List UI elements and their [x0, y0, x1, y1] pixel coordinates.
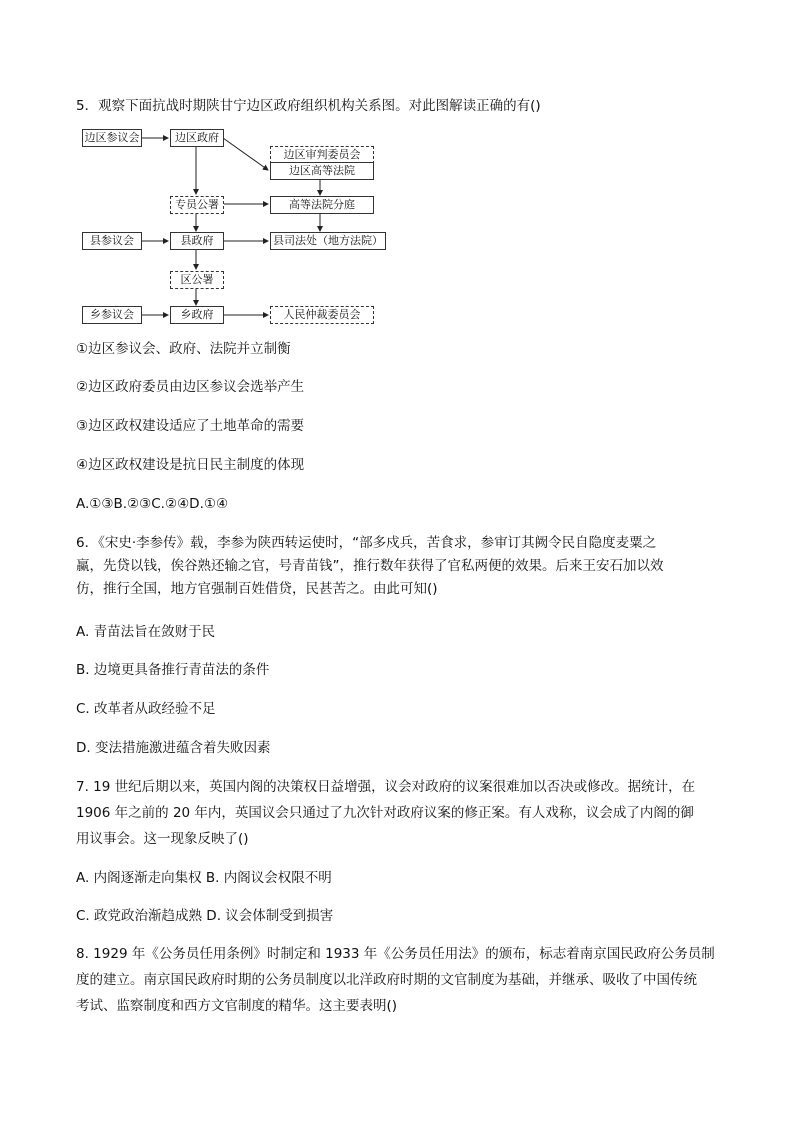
- q7-stem-line-3: 用议事会。这一现象反映了(): [76, 831, 249, 847]
- q5-item-4: ④边区政权建设是抗日民主制度的体现: [76, 457, 305, 473]
- box-township-council: 乡参议会: [82, 306, 142, 324]
- box-county-council: 县参议会: [82, 232, 142, 250]
- box-county-gov: 县政府: [170, 232, 224, 250]
- q5-item-3: ③边区政权建设适应了土地革命的需要: [76, 418, 305, 434]
- q6-option-c: C. 改革者从政经验不足: [76, 701, 216, 717]
- q5-item-2: ②边区政府委员由边区参议会选举产生: [76, 379, 305, 395]
- org-structure-diagram: [78, 126, 398, 332]
- box-border-council: 边区参议会: [82, 129, 142, 147]
- q6-stem-line-3: 仿，推行全国，地方官强制百姓借贷，民甚苦之。由此可知(): [76, 581, 438, 597]
- q8-stem-line-2: 度的建立。南京国民政府时期的公务员制度以北洋政府时期的文官制度为基础，并继承、吸收了中国传统: [76, 972, 697, 988]
- q5-item-1: ①边区参议会、政府、法院并立制衡: [76, 341, 291, 357]
- box-township-gov: 乡政府: [170, 306, 224, 324]
- box-border-gov: 边区政府: [170, 129, 224, 147]
- q7-stem-line-2: 1906 年之前的 20 年内，英国议会只通过了九次针对政府议案的修正案。有人戏称，议会成了内阁的御: [76, 805, 694, 821]
- q8-stem-line-1: 8. 1929 年《公务员任用条例》时制定和 1933 年《公务员任用法》的颁布，标志着南京国民政府公务员制: [76, 946, 715, 962]
- box-high-court-branch: 高等法院分庭: [270, 196, 374, 214]
- q7-stem-line-1: 7. 19 世纪后期以来，英国内阁的决策权日益增强，议会对政府的议案很难加以否决或修改。据统计，在: [76, 779, 696, 795]
- q7-options-line-1: A. 内阁逐渐走向集权 B. 内阁议会权限不明: [76, 870, 332, 886]
- arrow-gov-high-court: [223, 138, 268, 170]
- box-border-high-court: 边区高等法院: [270, 162, 374, 180]
- q6-option-b: B. 边境更具备推行青苗法的条件: [76, 662, 270, 678]
- q8-stem-line-3: 考试、监察制度和西方文官制度的精华。这主要表明(): [76, 998, 398, 1014]
- q5-stem: 5．观察下面抗战时期陕甘宁边区政府组织机构关系图。对此图解读正确的有(): [76, 98, 541, 114]
- box-people-arbitration: 人民仲裁委员会: [270, 306, 374, 324]
- box-border-judicial-committee: 边区审判委员会: [270, 146, 374, 164]
- q6-option-a: A. 青苗法旨在敛财于民: [76, 624, 216, 640]
- q7-options-line-2: C. 政党政治渐趋成熟 D. 议会体制受到损害: [76, 908, 334, 924]
- q5-options: A.①③B.②③C.②④D.①④: [76, 496, 229, 512]
- q6-stem-line-2: 赢，先贷以钱，俟谷熟还输之官，号青苗钱”，推行数年获得了官私两便的效果。后来王安石加以效: [76, 558, 664, 574]
- q6-stem-line-1: 6．《宋史·李参传》载，李参为陕西转运使时，“部多戍兵，苦食求，参审订其阙令民自隐度麦粟之: [76, 535, 657, 551]
- box-district-office: 区公署: [170, 271, 224, 289]
- box-commissioner-office: 专员公署: [170, 196, 224, 214]
- q6-option-d: D. 变法措施激进蕴含着失败因素: [76, 740, 271, 756]
- box-county-judicial: 县司法处（地方法院）: [270, 232, 386, 250]
